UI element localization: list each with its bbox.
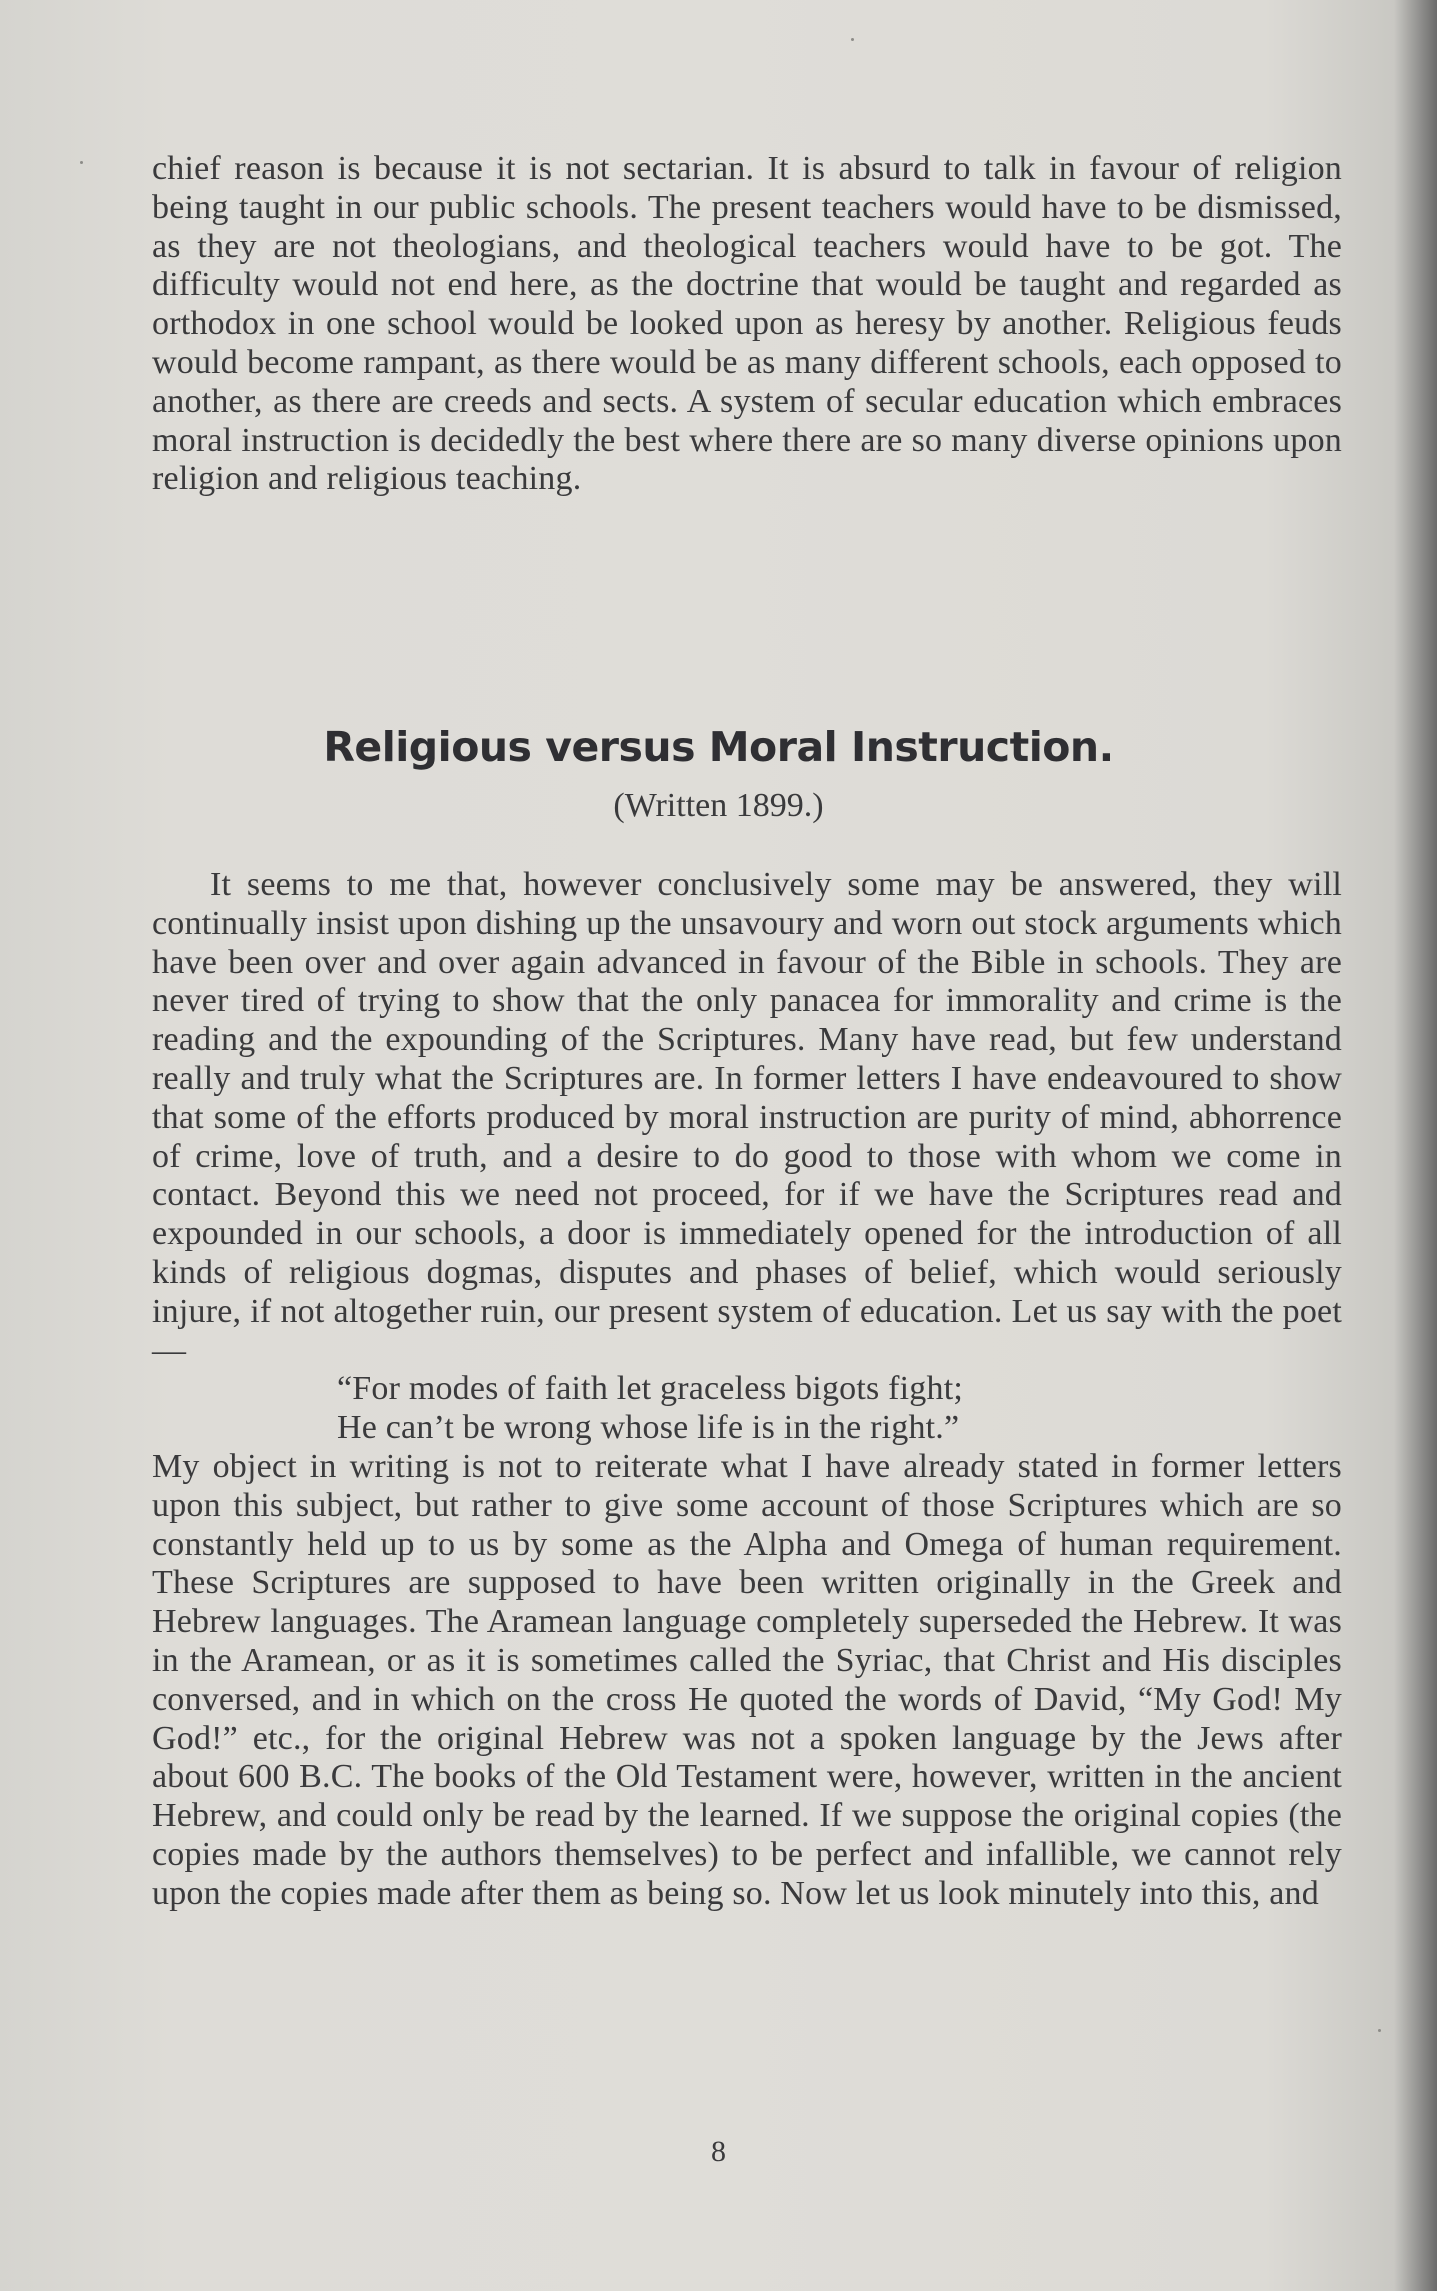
poem-line: “For modes of faith let graceless bigots fight;: [337, 1370, 963, 1408]
paragraph-text: My object in writing is not to reiterate what I have already stated in former letters upon this subject, but rather to give some account of those Scriptures which are so constantly held up to us by some as the Alpha and Omega of human requirement. These Scriptures are supposed to have been written originally in the Greek and Hebrew languages. The Aramean language completely superseded the Hebrew. It was in the Aramean, or as it is sometimes called the Syriac, that Christ and His disciples conversed, and in which on the cross He quoted the words of David, “My God! My God!” etc., for the original Hebrew was not a spoken language by the Jews after about 600 B.C. The books of the Old Testament were, however, written in the ancient Hebrew, and could only be read by the learned. If we suppose the original copies (the copies made by the authors themselves) to be perfect and infallible, we cannot rely upon the copies made after them as being so. Now let us look minutely into this, and: [152, 1447, 1342, 1912]
paper-speck: [1378, 2029, 1381, 2032]
poem-line: He can’t be wrong whose life is in the right.”: [337, 1409, 960, 1447]
poem-quote: [152, 1370, 1342, 1448]
continued-paragraph: [152, 150, 1342, 499]
page-number: 8: [711, 2135, 726, 2168]
paper-speck: [80, 161, 83, 164]
paragraph-text: chief reason is because it is not sectarian. It is absurd to talk in favour of religion being taught in our public schools. The present teachers would have to be dismissed, as they are not theologians, and theological teachers would have to be got. The difficulty would not end here, as the doctrine that would be taught and regarded as orthodox in one school would be looked upon as heresy by another. Religious feuds would become rampant, as there would be as many different schools, each opposed to another, as there are creeds and sects. A system of secular education which embraces moral instruction is decidedly the best where there are so many diverse opinions upon religion and religious teaching.: [152, 150, 1342, 498]
paper-speck: [851, 38, 854, 41]
section-title: Religious versus Moral Instruction.: [323, 723, 1114, 771]
section-body: [152, 866, 1342, 1914]
section-date-note: (Written 1899.): [613, 787, 824, 824]
paragraph-text: It seems to me that, however conclusively some may be answered, they will continually insist upon dishing up the unsavoury and worn out stock arguments which have been over and over again advanced in favour of the Bible in schools. They are never tired of trying to show that the only panacea for immorality and crime is the reading and the expounding of the Scriptures. Many have read, but few understand really and truly what the Scriptures are. In former letters I have endeavoured to show that some of the efforts produced by moral instruction are purity of mind, abhorrence of crime, love of truth, and a desire to do good to those with whom we come in contact. Beyond this we need not proceed, for if we have the Scriptures read and expounded in our schools, a door is immediately opened for the introduction of all kinds of religious dogmas, disputes and phases of belief, which would seriously injure, if not altogether ruin, our present system of education. Let us say with the poet—: [152, 866, 1342, 1369]
